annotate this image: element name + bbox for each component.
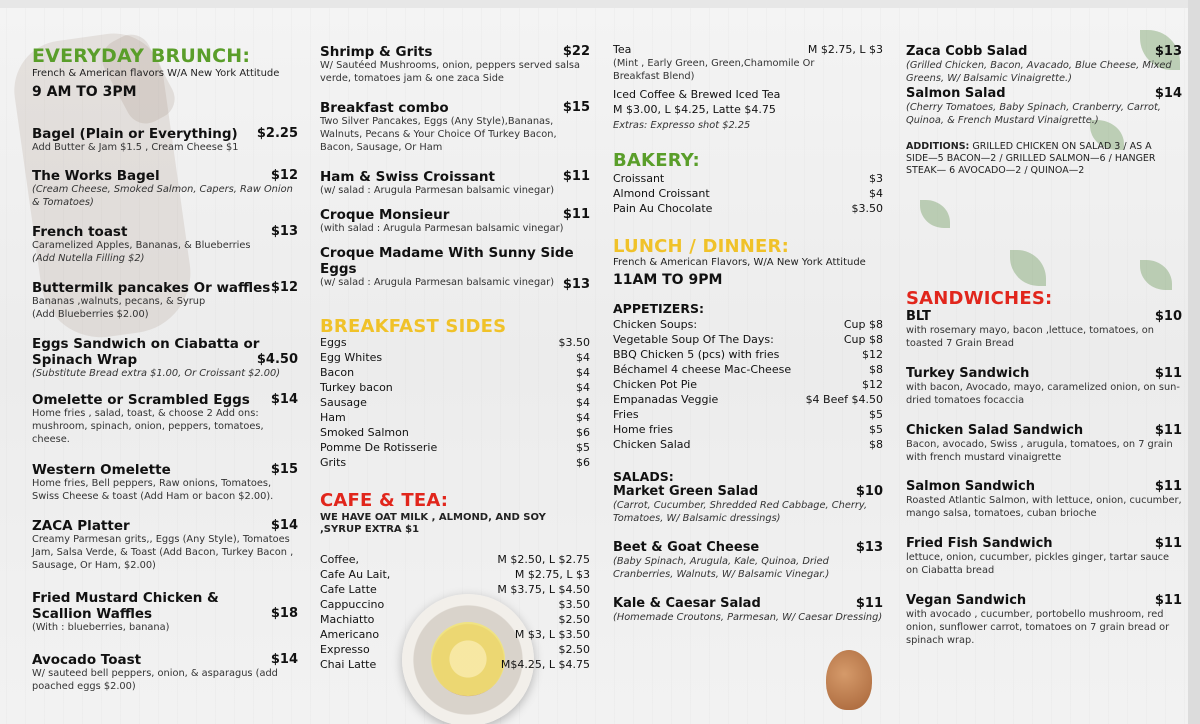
menu-item xyxy=(320,207,590,236)
item-price: Cup $8 xyxy=(843,318,883,331)
item-name: Fries xyxy=(613,408,639,421)
list-item xyxy=(613,438,883,452)
item-name: Zaca Cobb Salad xyxy=(906,44,1028,59)
item-price: $12 xyxy=(270,168,298,183)
item-price: M $3, L $3.50 xyxy=(514,628,590,641)
item-name: Bagel (Plain or Everything) xyxy=(32,126,238,142)
item-price: $22 xyxy=(562,44,590,59)
tea-extras: Extras: Expresso shot $2.25 xyxy=(613,120,751,131)
menu-item xyxy=(906,593,1182,647)
item-price: $14 xyxy=(270,518,298,533)
item-description: Caramelized Apples, Bananas, & Blueberries xyxy=(32,240,251,251)
salad-additions xyxy=(906,141,1172,177)
item-name: Ham xyxy=(320,411,346,424)
item-name: Breakfast combo xyxy=(320,100,449,116)
item-name: Kale & Caesar Salad xyxy=(613,596,761,611)
item-description: (Cream Cheese, Smoked Salmon, Capers, Raw Onion & Tomatoes) xyxy=(32,184,293,208)
item-name: BLT xyxy=(906,309,931,324)
item-name: Egg Whites xyxy=(320,351,383,364)
item-price: $13 xyxy=(1154,44,1182,59)
item-price: $5 xyxy=(576,441,590,454)
list-item xyxy=(613,43,883,57)
item-name-line2: Scallion Waffles xyxy=(32,606,153,622)
list-item xyxy=(320,411,590,425)
item-description: Home fries, Bell peppers, Raw onions, Tomatoes, Swiss Cheese & toast (Add Ham or bacon $2.00). xyxy=(32,478,274,502)
item-price: M $3.75, L $4.50 xyxy=(497,583,590,596)
item-name: Americano xyxy=(320,628,380,641)
item-name: Eggs Sandwich on Ciabatta or xyxy=(32,336,260,352)
item-note: (Add Blueberries $2.00) xyxy=(32,308,149,320)
item-price: $14 xyxy=(270,652,298,667)
lunch-dinner-heading: LUNCH / DINNER: xyxy=(613,236,790,257)
menu-item xyxy=(906,309,1182,351)
item-description: W/ Sautéed Mushrooms, onion, peppers served salsa verde, tomatoes jam & one zaca Side xyxy=(320,60,580,84)
list-item xyxy=(320,658,590,672)
list-item xyxy=(320,441,590,455)
item-name: Grits xyxy=(320,456,347,469)
item-note: (Add Nutella Filling $2) xyxy=(32,252,145,264)
item-name: Salmon Salad xyxy=(906,86,1006,101)
item-price: $4 xyxy=(576,411,590,424)
item-name: Chicken Pot Pie xyxy=(613,378,697,391)
item-name: Pain Au Chocolate xyxy=(613,202,713,215)
item-price: $4 xyxy=(869,187,883,200)
item-name: Croissant xyxy=(613,172,665,185)
right-edge xyxy=(1188,0,1200,724)
item-description: (Substitute Bread extra $1.00, Or Croissant $2.00) xyxy=(32,368,281,379)
bakery-heading: BAKERY: xyxy=(613,150,700,171)
item-name: Cappuccino xyxy=(320,598,385,611)
item-price: $8 xyxy=(869,438,883,451)
item-name: Omelette or Scrambled Eggs xyxy=(32,392,250,408)
item-price: $6 xyxy=(576,426,590,439)
item-price: $5 xyxy=(869,408,883,421)
list-item xyxy=(320,426,590,440)
tea-description: (Mint , Early Green, Green,Chamomile Or Breakfast Blend) xyxy=(613,58,815,82)
item-name: Chicken Salad Sandwich xyxy=(906,423,1084,438)
top-edge xyxy=(0,0,1200,8)
item-price: $4 xyxy=(576,366,590,379)
item-description: Creamy Parmesan grits,, Eggs (Any Style), Tomatoes Jam, Salsa Verde, & Toast (Add Bacon, Turkey Bacon , Sausage, Or Ham, $2.00) xyxy=(32,534,294,571)
item-price: $4.50 xyxy=(256,352,298,367)
menu-item xyxy=(613,596,883,625)
item-price: $11 xyxy=(855,596,883,611)
item-price: $11 xyxy=(1154,366,1182,381)
item-description: (w/ salad : Arugula Parmesan balsamic vinegar) xyxy=(320,185,555,196)
item-description: W/ sauteed bell peppers, onion, & asparagus (add poached eggs $2.00) xyxy=(32,668,278,692)
list-item xyxy=(320,366,590,380)
item-price: $8 xyxy=(869,363,883,376)
item-price: $14 xyxy=(1154,86,1182,101)
item-price: $4 xyxy=(576,351,590,364)
menu-item xyxy=(613,484,883,526)
list-item xyxy=(613,202,883,216)
item-description: (w/ salad : Arugula Parmesan balsamic vinegar) xyxy=(320,277,555,288)
item-description: with avocado , cucumber, portobello mushroom, red onion, sunflower carrot, tomatoes on 7 grain bread or spinach wrap. xyxy=(906,609,1170,646)
lunch-hours: 11AM TO 9PM xyxy=(613,272,723,288)
additions-label: ADDITIONS: xyxy=(906,141,970,152)
item-price: $4 xyxy=(576,381,590,394)
basil-leaf-icon xyxy=(1010,250,1046,286)
menu-item xyxy=(32,126,298,155)
item-name: Beet & Goat Cheese xyxy=(613,540,760,555)
menu-item xyxy=(906,536,1182,578)
item-name: Buttermilk pancakes Or waffles xyxy=(32,280,271,296)
basil-leaf-icon xyxy=(1140,260,1172,290)
list-item xyxy=(320,456,590,470)
item-description: (Homemade Croutons, Parmesan, W/ Caesar Dressing) xyxy=(613,612,883,623)
item-description: Two Silver Pancakes, Eggs (Any Style),Bananas, Walnuts, Pecans & Your Choice Of Turkey Bacon, Bacon, Sausage, Or Ham xyxy=(320,116,557,153)
cafe-milk-note: WE HAVE OAT MILK , ALMOND, AND SOY ,SYRUP EXTRA $1 xyxy=(320,512,546,535)
list-item xyxy=(320,351,590,365)
item-price: M$4.25, L $4.75 xyxy=(500,658,590,671)
menu-item xyxy=(320,100,590,154)
menu-item xyxy=(32,392,298,446)
item-price: $10 xyxy=(855,484,883,499)
list-item xyxy=(320,568,590,582)
item-price: $6 xyxy=(576,456,590,469)
item-price: $11 xyxy=(1154,536,1182,551)
item-price: $3 xyxy=(869,172,883,185)
item-price: M $2.50, L $2.75 xyxy=(497,553,590,566)
additions-text: GRILLED CHICKEN ON SALAD 3 / AS A SIDE—5 BACON—2 / GRILLED SALMON—6 / HANGER STEAK— 6 AVOCADO—2 / QUINOA—2 xyxy=(906,141,1156,176)
item-price: $3.50 xyxy=(558,336,590,349)
sandwiches-heading: SANDWICHES: xyxy=(906,288,1053,309)
menu-item xyxy=(32,336,298,381)
list-item xyxy=(320,598,590,612)
item-name: Coffee, xyxy=(320,553,360,566)
item-description: Add Butter & Jam $1.5 , Cream Cheese $1 xyxy=(32,142,239,153)
list-item xyxy=(320,396,590,410)
item-name: The Works Bagel xyxy=(32,168,160,184)
item-name: Salmon Sandwich xyxy=(906,479,1035,494)
item-price: $12 xyxy=(862,378,883,391)
item-name: Iced Coffee & Brewed Iced Tea xyxy=(613,88,781,101)
item-price: $3.50 xyxy=(558,598,590,611)
item-price: $11 xyxy=(1154,593,1182,608)
item-price: $4 Beef $4.50 xyxy=(805,393,883,406)
item-name: Home fries xyxy=(613,423,673,436)
item-description: (With : blueberries, banana) xyxy=(32,622,170,633)
item-description: Bananas ,walnuts, pecans, & Syrup xyxy=(32,296,206,307)
item-price: $3.50 xyxy=(851,202,883,215)
lunch-subtitle: French & American Flavors, W/A New York Attitude xyxy=(613,257,866,268)
item-name: Pomme De Rotisserie xyxy=(320,441,438,454)
item-price: $4 xyxy=(576,396,590,409)
item-price: $15 xyxy=(562,100,590,115)
list-item xyxy=(613,348,883,362)
item-name-line2: Spinach Wrap xyxy=(32,352,138,368)
item-name: French toast xyxy=(32,224,128,240)
item-name: ZACA Platter xyxy=(32,518,130,534)
item-name: Market Green Salad xyxy=(613,484,759,499)
salads-heading: SALADS: xyxy=(613,469,674,484)
list-item xyxy=(320,613,590,627)
item-name: Chai Latte xyxy=(320,658,377,671)
brunch-hours: 9 AM TO 3PM xyxy=(32,84,137,100)
item-name: Vegan Sandwich xyxy=(906,593,1027,608)
menu-item xyxy=(32,168,298,210)
list-item xyxy=(613,408,883,422)
menu-item xyxy=(613,540,883,582)
item-name: Almond Croissant xyxy=(613,187,710,200)
item-name: Fried Fish Sandwich xyxy=(906,536,1053,551)
item-name: Ham & Swiss Croissant xyxy=(320,169,495,185)
item-name: BBQ Chicken 5 (pcs) with fries xyxy=(613,348,780,361)
item-description: (Baby Spinach, Arugula, Kale, Quinoa, Dried Cranberries, Walnuts, W/ Balsamic Vinegar.) xyxy=(613,556,830,580)
item-name: Empanadas Veggie xyxy=(613,393,719,406)
item-price: $12 xyxy=(270,280,298,295)
list-item xyxy=(320,336,590,350)
list-item xyxy=(613,318,883,332)
item-name: Eggs xyxy=(320,336,347,349)
item-name: Fried Mustard Chicken & xyxy=(32,590,219,606)
onion-decoration xyxy=(826,650,872,710)
menu-item xyxy=(320,245,590,293)
brunch-subtitle: French & American flavors W/A New York Attitude xyxy=(32,68,280,79)
item-price: $13 xyxy=(855,540,883,555)
item-name: Shrimp & Grits xyxy=(320,44,433,60)
list-item xyxy=(613,393,883,407)
item-description: Bacon, avocado, Swiss , arugula, tomatoes, on 7 grain with french mustard vinaigrette xyxy=(906,439,1173,463)
item-name: Turkey bacon xyxy=(320,381,393,394)
item-name: Avocado Toast xyxy=(32,652,142,668)
brunch-heading: EVERYDAY BRUNCH: xyxy=(32,45,251,67)
item-price: $13 xyxy=(562,277,590,292)
item-name: Tea xyxy=(613,43,632,56)
item-price: $2.25 xyxy=(256,126,298,141)
list-item xyxy=(320,628,590,642)
item-price: $10 xyxy=(1154,309,1182,324)
item-name: Smoked Salmon xyxy=(320,426,409,439)
item-name: Cafe Au Lait, xyxy=(320,568,391,581)
item-name: Cafe Latte xyxy=(320,583,377,596)
item-description: (Grilled Chicken, Bacon, Avacado, Blue Cheese, Mixed Greens, W/ Balsamic Vinaigrette.) xyxy=(906,60,1172,84)
item-price: $2.50 xyxy=(558,643,590,656)
item-price: M $2.75, L $3 xyxy=(807,43,883,56)
item-name: Chicken Salad xyxy=(613,438,691,451)
item-name: Sausage xyxy=(320,396,367,409)
item-name: Expresso xyxy=(320,643,370,656)
item-name: Vegetable Soup Of The Days: xyxy=(613,333,774,346)
menu-item xyxy=(32,280,298,322)
item-price: $12 xyxy=(862,348,883,361)
item-price: M $2.75, L $3 xyxy=(514,568,590,581)
item-price: Cup $8 xyxy=(843,333,883,346)
menu-item xyxy=(906,366,1182,408)
menu-item xyxy=(320,44,590,86)
menu-item xyxy=(32,652,298,694)
menu-item xyxy=(32,518,298,572)
basil-leaf-icon xyxy=(920,200,950,228)
list-item xyxy=(613,333,883,347)
item-description: Roasted Atlantic Salmon, with lettuce, onion, cucumber, mango salsa, tomatoes, cuban brioche xyxy=(906,495,1182,519)
item-price: $5 xyxy=(869,423,883,436)
menu-item xyxy=(906,479,1182,521)
list-item xyxy=(613,378,883,392)
list-item xyxy=(613,363,883,377)
list-item xyxy=(320,583,590,597)
item-price: $15 xyxy=(270,462,298,477)
item-price: $18 xyxy=(270,606,298,621)
item-price: $11 xyxy=(562,207,590,222)
breakfast-sides-heading: BREAKFAST SIDES xyxy=(320,316,507,337)
board-handle-decoration xyxy=(95,28,181,131)
list-item xyxy=(320,643,590,657)
cafe-tea-heading: CAFE & TEA: xyxy=(320,490,449,511)
item-price: M $3.00, L $4.25, Latte $4.75 xyxy=(613,103,776,116)
item-price: $2.50 xyxy=(558,613,590,626)
menu-item xyxy=(32,224,298,266)
item-price: $14 xyxy=(270,392,298,407)
menu-item xyxy=(906,44,1182,86)
item-description: with bacon, Avocado, mayo, caramelized onion, on sun-dried tomatoes focaccia xyxy=(906,382,1180,406)
item-name: Béchamel 4 cheese Mac-Cheese xyxy=(613,363,792,376)
item-description: (Cherry Tomatoes, Baby Spinach, Cranberry, Carrot, Quinoa, & French Mustard Vinaigrette.) xyxy=(906,102,1161,126)
item-description: with rosemary mayo, bacon ,lettuce, tomatoes, on toasted 7 Grain Bread xyxy=(906,325,1154,349)
list-item xyxy=(613,103,883,117)
menu-item xyxy=(906,423,1182,465)
item-name: Croque Monsieur xyxy=(320,207,450,223)
list-item xyxy=(613,88,883,102)
item-name: Chicken Soups: xyxy=(613,318,698,331)
item-name: Turkey Sandwich xyxy=(906,366,1030,381)
item-price: $11 xyxy=(1154,423,1182,438)
list-item xyxy=(613,187,883,201)
list-item xyxy=(320,553,590,567)
list-item xyxy=(613,172,883,186)
item-description: (Carrot, Cucumber, Shredded Red Cabbage, Cherry, Tomatoes, W/ Balsamic dressings) xyxy=(613,500,868,524)
item-description: Home fries , salad, toast, & choose 2 Add ons: mushroom, spinach, onion, peppers, tomatoes, cheese. xyxy=(32,408,264,445)
item-name: Bacon xyxy=(320,366,355,379)
list-item xyxy=(320,381,590,395)
menu-item xyxy=(320,169,590,198)
appetizers-heading: APPETIZERS: xyxy=(613,301,704,316)
item-description: lettuce, onion, cucumber, pickles ginger, tartar sauce on Ciabatta bread xyxy=(906,552,1170,576)
item-name: Western Omelette xyxy=(32,462,171,478)
item-description: (with salad : Arugula Parmesan balsamic vinegar) xyxy=(320,223,564,234)
item-name: Croque Madame With Sunny Side Eggs xyxy=(320,245,574,277)
menu-item xyxy=(906,86,1182,128)
menu-item xyxy=(32,462,298,504)
list-item xyxy=(613,423,883,437)
item-price: $13 xyxy=(270,224,298,239)
item-name: Machiatto xyxy=(320,613,375,626)
item-price: $11 xyxy=(1154,479,1182,494)
item-price: $11 xyxy=(562,169,590,184)
menu-item xyxy=(32,590,298,635)
